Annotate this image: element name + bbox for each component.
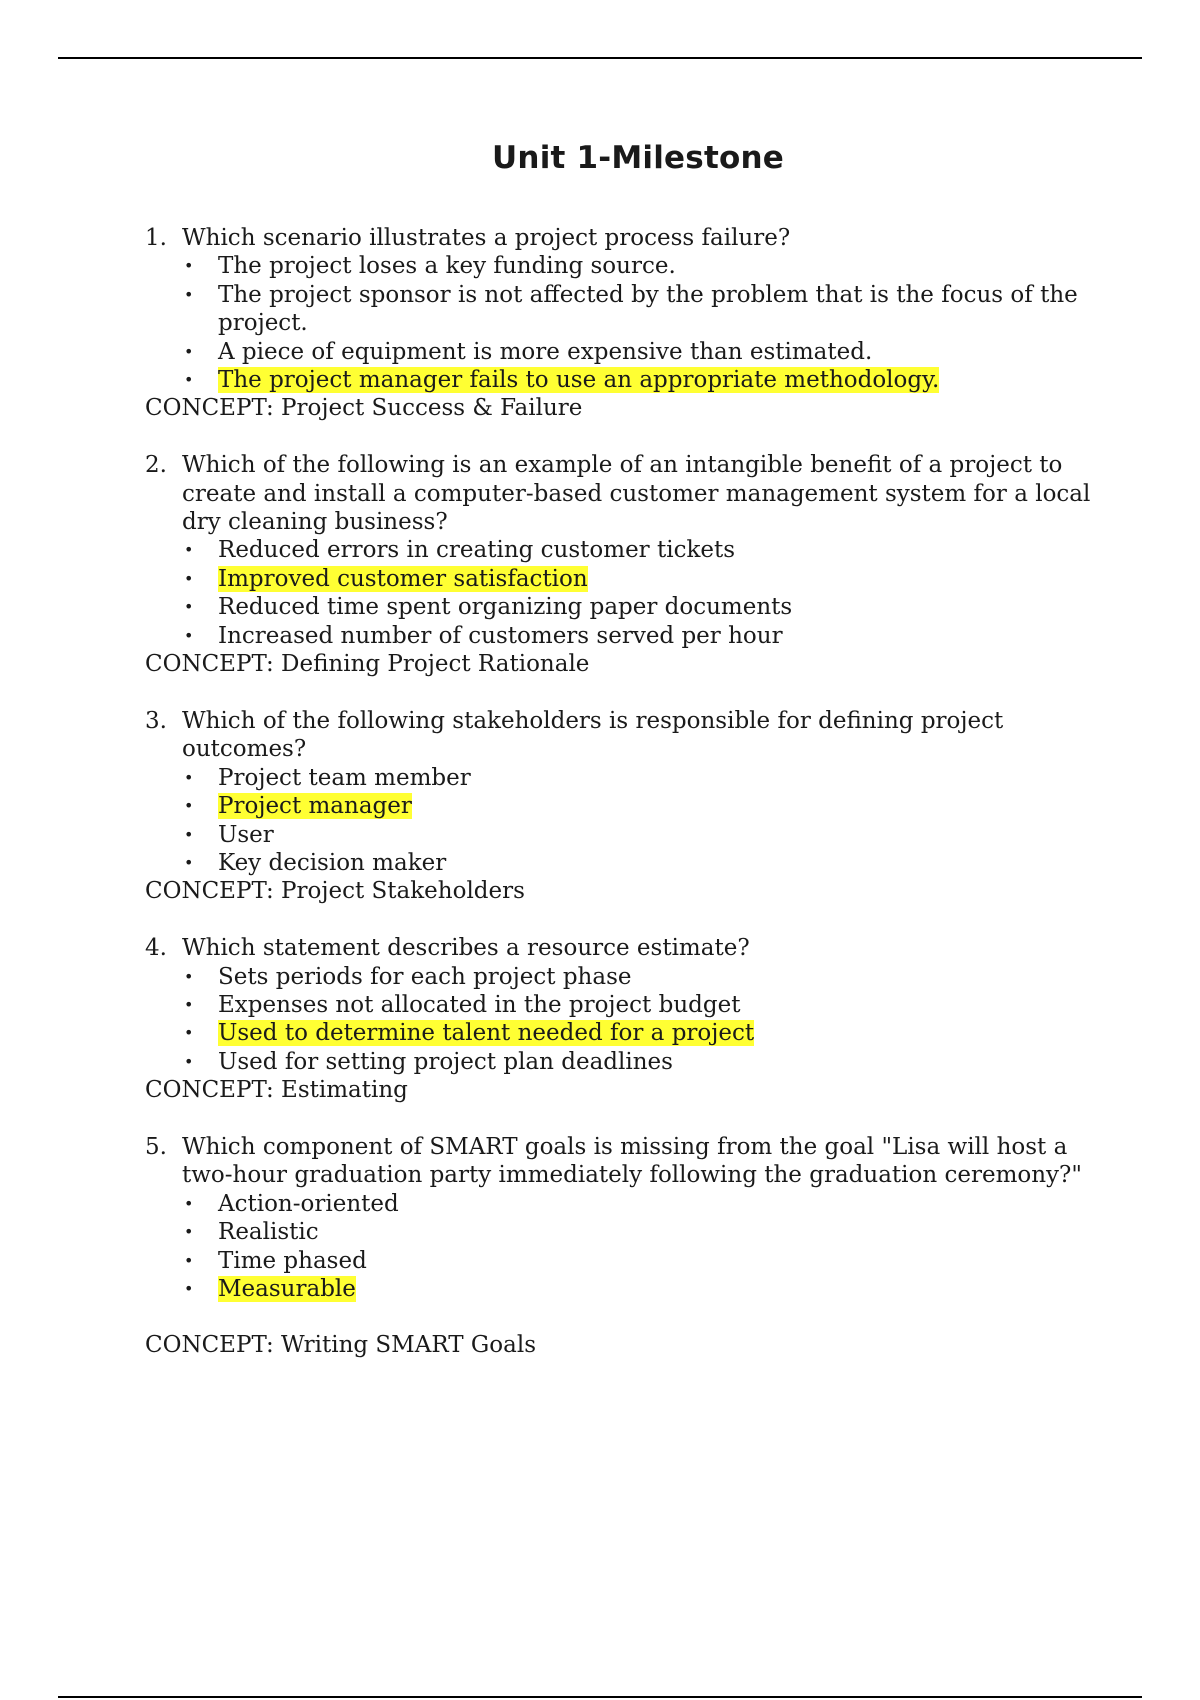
bullet-icon: •: [184, 597, 194, 617]
answer-option: [182, 991, 1095, 1019]
answer-option: [182, 1048, 1095, 1076]
question-stem: [145, 707, 1095, 764]
question-number: 3.: [145, 707, 167, 734]
bullet-icon: •: [184, 852, 194, 872]
answer-option: [182, 1190, 1095, 1218]
highlighted-answer-text: The project manager fails to use an appropriate methodology.: [218, 367, 940, 394]
question-number: 4.: [145, 935, 167, 962]
bullet-icon: •: [184, 796, 194, 816]
answer-option: [182, 821, 1095, 849]
header-rule: [58, 57, 1142, 59]
page-title: Unit 1-Milestone: [492, 140, 784, 176]
question-4: [145, 934, 1095, 1104]
bullet-icon: •: [184, 1278, 194, 1298]
answer-option: [182, 764, 1095, 792]
question-stem: [145, 451, 1095, 536]
answer-text: A piece of equipment is more expensive than estimated.: [218, 338, 873, 365]
answer-option: [182, 1247, 1095, 1275]
answer-option: [182, 622, 1095, 650]
answer-text: Project team member: [218, 764, 471, 791]
answer-text: The project loses a key funding source.: [218, 253, 676, 280]
answer-text: The project sponsor is not affected by the problem that is the focus of the project.: [218, 281, 1078, 337]
answer-option: [182, 338, 1095, 366]
bullet-icon: •: [184, 966, 194, 986]
question-text: Which of the following stakeholders is responsible for defining project outcomes?: [182, 707, 1004, 763]
question-text: Which component of SMART goals is missing from the goal "Lisa will host a two-hour graduation party immediately following the graduation ceremony?": [182, 1133, 1082, 1189]
question-text: Which of the following is an example of an intangible benefit of a project to create and install a computer-based customer management system for a local dry cleaning business?: [182, 452, 1091, 536]
concept-label: CONCEPT: Project Success & Failure: [145, 395, 583, 422]
answer-text: Sets periods for each project phase: [218, 963, 632, 990]
answer-options: [145, 536, 1095, 650]
concept-label: CONCEPT: Defining Project Rationale: [145, 651, 590, 678]
answer-text: Action-oriented: [218, 1190, 399, 1217]
highlighted-answer-text: Project manager: [218, 793, 412, 820]
question-stem: [145, 224, 1095, 252]
bullet-icon: •: [184, 568, 194, 588]
concept-label: CONCEPT: Writing SMART Goals: [145, 1332, 536, 1359]
answer-option: [182, 963, 1095, 991]
question-stem: [145, 934, 1095, 962]
answer-text: Expenses not allocated in the project budget: [218, 991, 741, 1018]
question-number: 2.: [145, 452, 167, 479]
answer-options: [145, 963, 1095, 1077]
answer-option-correct: [182, 792, 1095, 820]
answer-text: Realistic: [218, 1219, 319, 1246]
question-1: [145, 224, 1095, 423]
bullet-icon: •: [184, 341, 194, 361]
answer-option-correct: [182, 1019, 1095, 1047]
bullet-icon: •: [184, 824, 194, 844]
answer-option: [182, 593, 1095, 621]
bullet-icon: •: [184, 625, 194, 645]
question-list: [145, 224, 1095, 1388]
bullet-icon: •: [184, 1023, 194, 1043]
question-number: 5.: [145, 1133, 167, 1160]
bullet-icon: •: [184, 994, 194, 1014]
bullet-icon: •: [184, 1193, 194, 1213]
bullet-icon: •: [184, 540, 194, 560]
bullet-icon: •: [184, 1051, 194, 1071]
answer-text: Time phased: [218, 1247, 367, 1274]
highlighted-answer-text: Improved customer satisfaction: [218, 565, 588, 592]
answer-options: [145, 1190, 1095, 1304]
answer-option: [182, 252, 1095, 280]
concept-label: CONCEPT: Project Stakeholders: [145, 878, 525, 905]
highlighted-answer-text: Measurable: [218, 1275, 356, 1302]
bullet-icon: •: [184, 1250, 194, 1270]
question-text: Which scenario illustrates a project process failure?: [182, 225, 791, 251]
answer-text: Key decision maker: [218, 849, 447, 876]
answer-option: [182, 536, 1095, 564]
answer-option: [182, 281, 1095, 338]
answer-option: [182, 849, 1095, 877]
bullet-icon: •: [184, 256, 194, 276]
answer-options: [145, 764, 1095, 878]
answer-text: Increased number of customers served per hour: [218, 622, 783, 649]
question-2: [145, 451, 1095, 678]
answer-option: [182, 1218, 1095, 1246]
bullet-icon: •: [184, 1222, 194, 1242]
answer-options: [145, 252, 1095, 394]
highlighted-answer-text: Used to determine talent needed for a project: [218, 1020, 755, 1047]
answer-option-correct: [182, 1275, 1095, 1303]
question-stem: [145, 1133, 1095, 1190]
concept-label: CONCEPT: Estimating: [145, 1077, 408, 1104]
answer-text: Reduced errors in creating customer tickets: [218, 537, 736, 564]
bullet-icon: •: [184, 284, 194, 304]
bullet-icon: •: [184, 767, 194, 787]
answer-option-correct: [182, 366, 1095, 394]
question-number: 1.: [145, 225, 167, 251]
answer-text: Used for setting project plan deadlines: [218, 1048, 673, 1075]
question-3: [145, 707, 1095, 906]
answer-text: User: [218, 821, 274, 848]
question-text: Which statement describes a resource estimate?: [182, 935, 750, 962]
bullet-icon: •: [184, 370, 194, 390]
answer-option-correct: [182, 565, 1095, 593]
question-5: [145, 1133, 1095, 1360]
answer-text: Reduced time spent organizing paper documents: [218, 594, 793, 621]
footer-rule: [58, 1696, 1142, 1698]
